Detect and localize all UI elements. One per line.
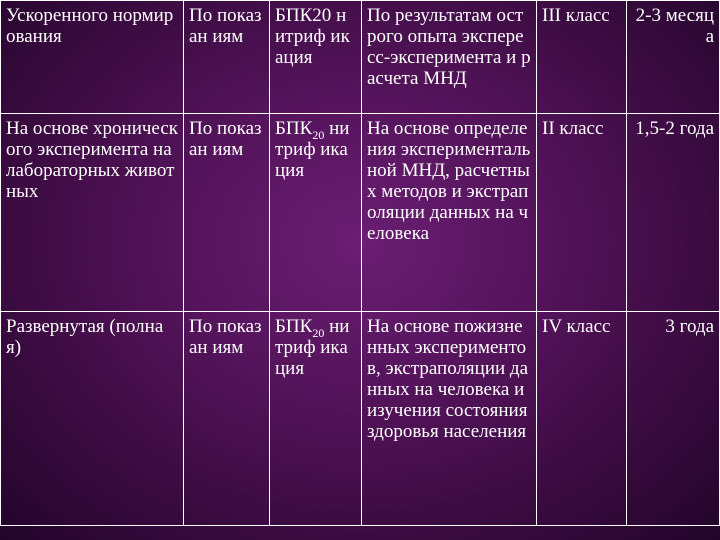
substance-prefix: БПК bbox=[275, 316, 313, 337]
substance-rest: нитриф икация bbox=[275, 118, 350, 181]
cell-type: Ускоренного нормирования bbox=[1, 1, 184, 114]
cell-duration: 3 года bbox=[627, 312, 720, 526]
substance-sub: 20 bbox=[312, 325, 325, 340]
table-row bbox=[1, 1, 720, 114]
cell-duration: 1,5-2 года bbox=[627, 114, 720, 312]
cell-class: III класс bbox=[537, 1, 627, 114]
substance-prefix: БПК20 bbox=[275, 5, 332, 26]
cell-method: На основе определения эксперименталь ной МНД, расчетных методов и экстраполяции данных на человека bbox=[362, 114, 537, 312]
cell-substance bbox=[270, 1, 362, 114]
substance-sub: 20 bbox=[312, 127, 325, 142]
cell-class: IV класс bbox=[537, 312, 627, 526]
cell-duration: 2-3 месяца bbox=[627, 1, 720, 114]
cell-indicator: По показан иям bbox=[184, 312, 270, 526]
substance-rest: нитриф икация bbox=[275, 5, 350, 68]
table-row bbox=[1, 312, 720, 526]
cell-substance bbox=[270, 312, 362, 526]
cell-substance bbox=[270, 114, 362, 312]
cell-method: По результатам острого опыта экспересс-эксперимента и расчета МНД bbox=[362, 1, 537, 114]
cell-type: На основе хронического эксперимента на лабораторных животных bbox=[1, 114, 184, 312]
cell-type: Развернутая (полная) bbox=[1, 312, 184, 526]
cell-class: II класс bbox=[537, 114, 627, 312]
table-row bbox=[1, 114, 720, 312]
cell-indicator: По показан иям bbox=[184, 114, 270, 312]
cell-indicator: По показан иям bbox=[184, 1, 270, 114]
cell-method: На основе пожизненных экспериментов, экстраполяции данных на человека и изучения состояния здоровья населения bbox=[362, 312, 537, 526]
substance-rest: нитриф икация bbox=[275, 316, 350, 379]
substance-prefix: БПК bbox=[275, 118, 313, 139]
